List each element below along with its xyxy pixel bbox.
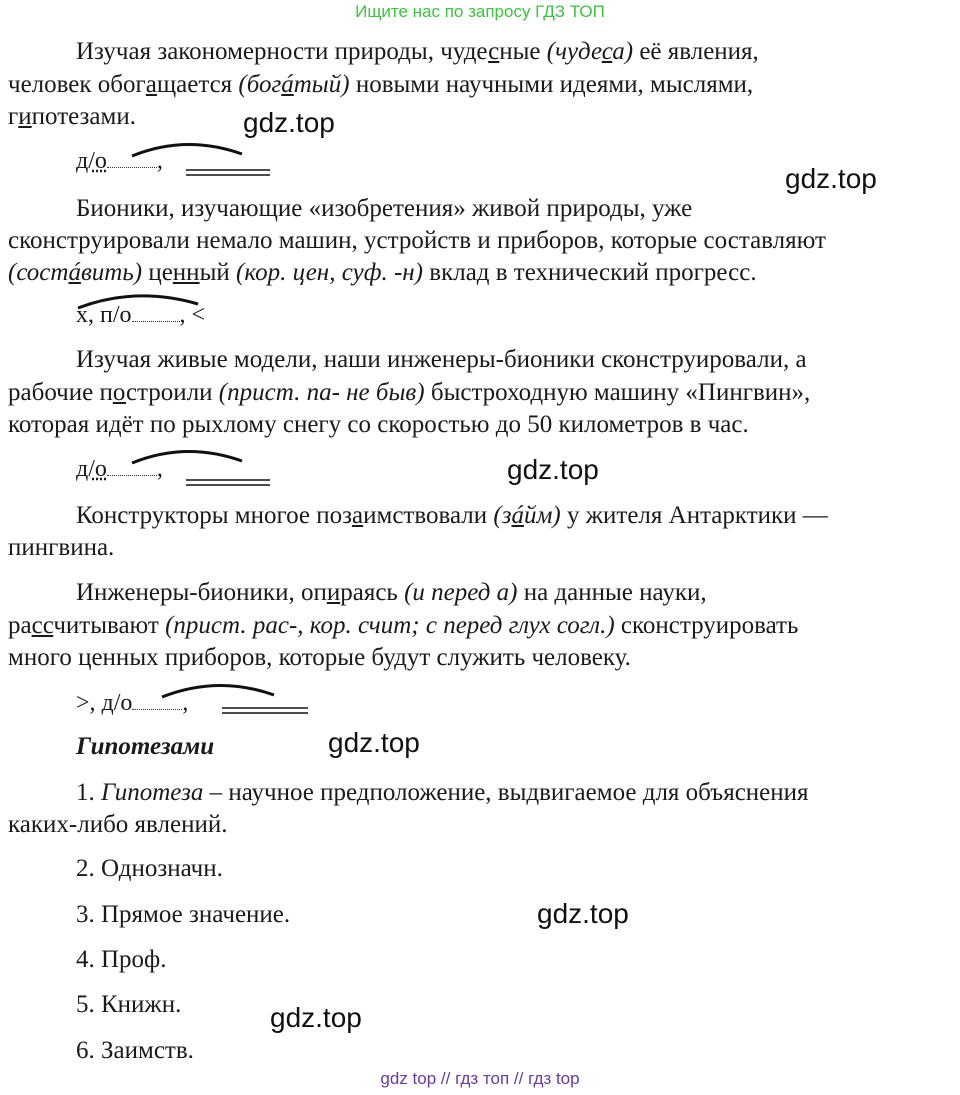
bottom-banner: gdz top // гдз топ // гдз top	[380, 1069, 580, 1088]
p2-line2: сконструировали немало машин, устройств и приборов, которые составляют	[8, 227, 826, 254]
list-item-1: 1. Гипотеза – научное предположение, выдвигаемое для объяснения	[76, 779, 809, 806]
watermark: gdz.top	[507, 454, 599, 485]
watermark: gdz.top	[270, 1002, 362, 1033]
watermark: gdz.top	[328, 727, 420, 758]
arc-mark	[158, 681, 280, 701]
scheme-1: д/о ,	[76, 148, 163, 174]
watermark: gdz.top	[785, 163, 877, 194]
top-banner: Ищите нас по запросу ГДЗ ТОП	[355, 2, 605, 21]
p4-line2: пингвина.	[8, 534, 115, 561]
p3-line1: Изучая живые модели, наши инженеры-бионики сконструировали, а	[76, 346, 807, 373]
scheme-3: д/о ,	[76, 456, 163, 482]
p2-line3: (состáвить) ценный (кор. цен, суф. -н) вклад в технический прогресс.	[8, 259, 757, 286]
p5-line2: рассчитывают (прист. рас-, кор. счит; с перед глух согл.) сконструировать	[8, 612, 799, 639]
p4-line1: Конструкторы многое позаимствовали (зáйм) у жителя Антарктики —	[76, 502, 828, 529]
list-item-3: 3. Прямое значение.	[76, 901, 291, 928]
p3-line3: которая идёт по рыхлому снегу со скоростью до 50 километров в час.	[8, 411, 749, 438]
p5-line3: много ценных приборов, которые будут служить человеку.	[8, 644, 631, 671]
arc-mark	[128, 447, 248, 467]
double-underline-mark	[186, 478, 276, 488]
p1-line2: человек обогащается (богáтый) новыми научными идеями, мыслями,	[8, 71, 754, 98]
scheme-2: х, п/о , <	[76, 302, 206, 328]
watermark: gdz.top	[537, 898, 629, 929]
list-item-2: 2. Однозначн.	[76, 855, 223, 882]
double-underline-mark	[222, 706, 312, 716]
section-heading: Гипотезами	[76, 733, 215, 760]
list-item-5: 5. Книжн.	[76, 991, 182, 1018]
p1-line3: гипотезами.	[8, 103, 136, 130]
scheme-4: >, д/о ,	[76, 690, 189, 716]
p3-line2: рабочие построили (прист. па- не быв) быстроходную машину «Пингвин»,	[8, 379, 811, 406]
p2-line1: Бионики, изучающие «изобретения» живой природы, уже	[76, 195, 693, 222]
p1-line1: Изучая закономерности природы, чудесные (чудеса) её явления,	[76, 38, 759, 65]
list-item-1-cont: каких-либо явлений.	[8, 811, 228, 838]
arc-mark	[128, 140, 248, 160]
p5-line1: Инженеры-бионики, опираясь (и перед а) на данные науки,	[76, 579, 707, 606]
list-item-4: 4. Проф.	[76, 946, 167, 973]
watermark: gdz.top	[243, 107, 335, 138]
list-item-6: 6. Заимств.	[76, 1037, 194, 1064]
double-underline-mark	[186, 168, 276, 178]
